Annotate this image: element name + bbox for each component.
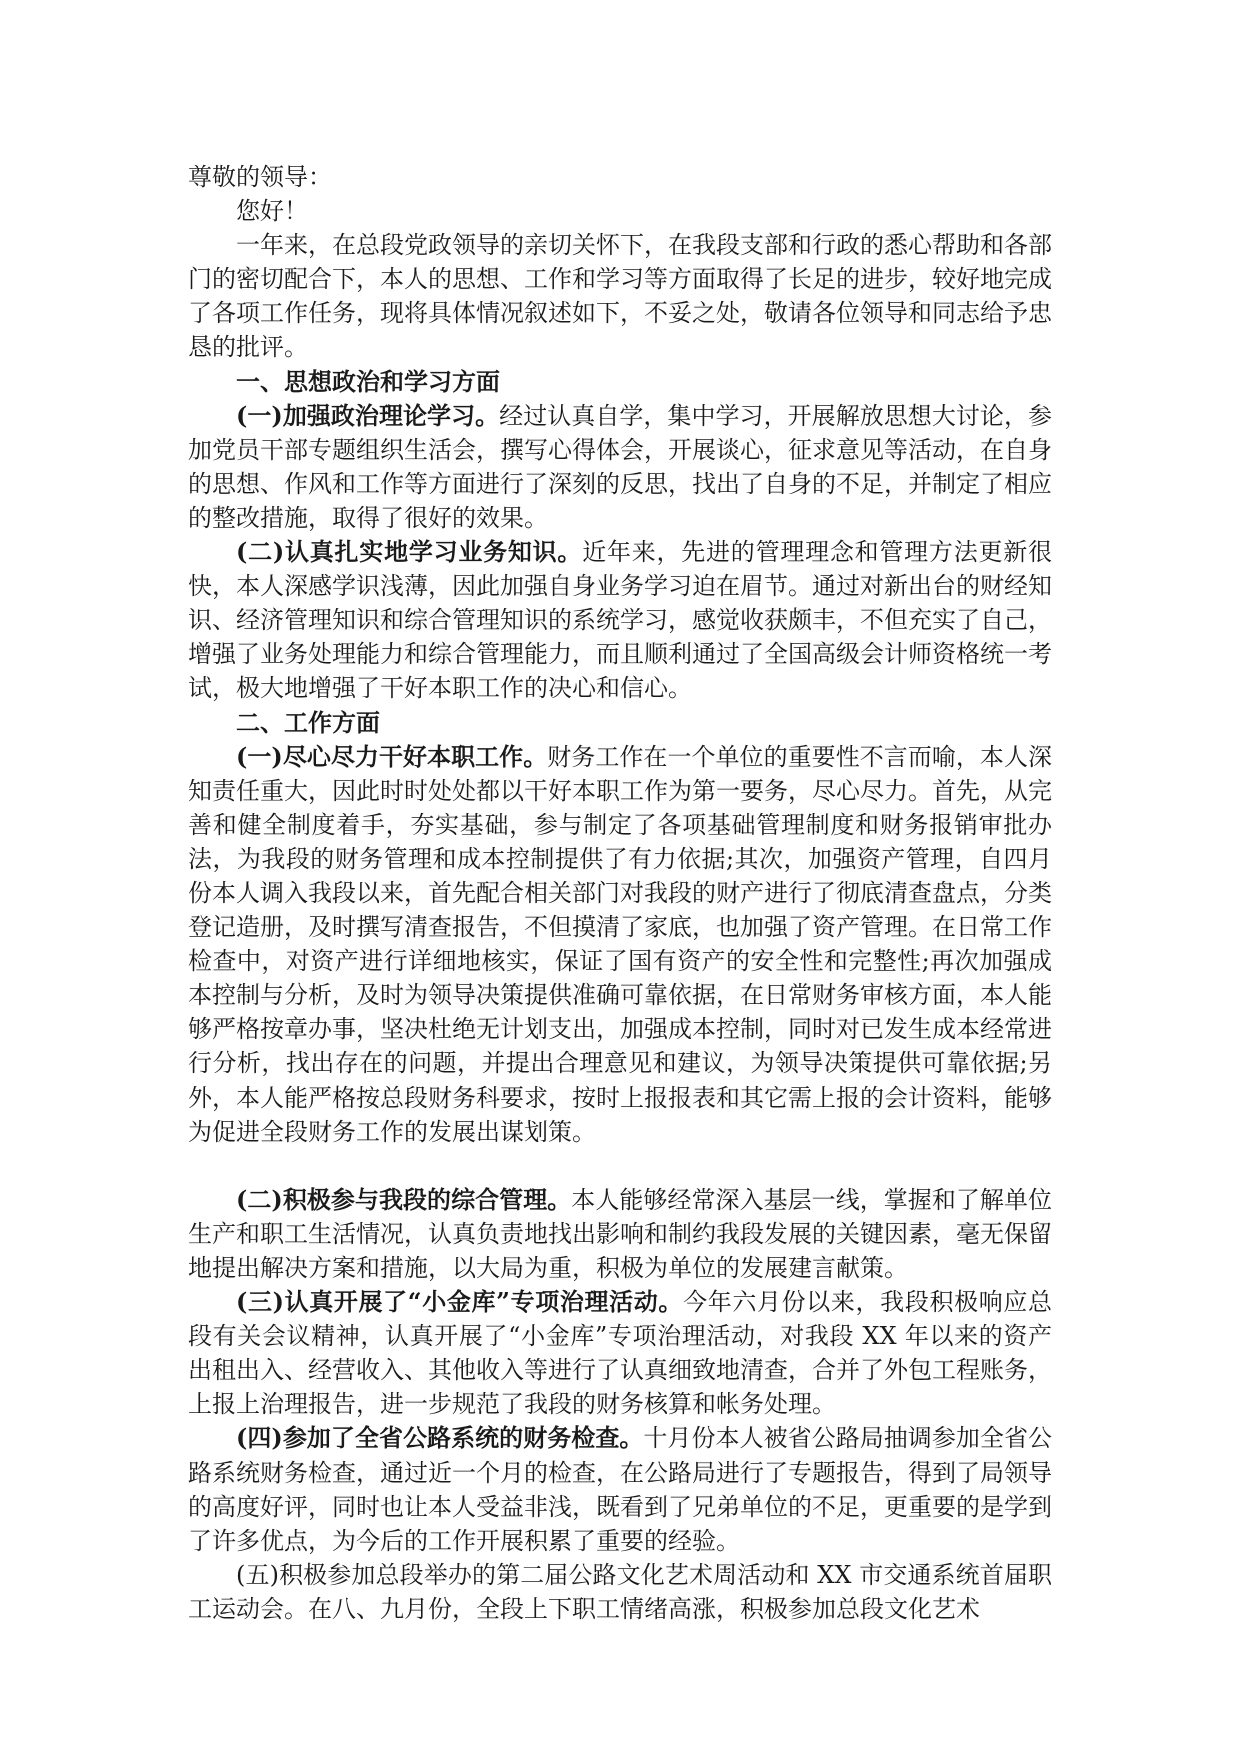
paragraph-2-5	[188, 1558, 1052, 1626]
paragraph-2-5-text: (五)积极参加总段举办的第二届公路文化艺术周活动和 XX 市交通系统首届职工运动会。在八、九月份，全段上下职工情绪高涨，积极参加总段文化艺术	[188, 1560, 1052, 1623]
paragraph-1-1-lead: (一)加强政治理论学习。	[236, 400, 500, 430]
salutation: 尊敬的领导：	[188, 163, 332, 191]
paragraph-2-2-text: 本人能够经常深入基层一线，掌握和了解单位生产和职工生活情况，认真负责地找出影响和制约我段发展的关键因素，毫无保留地提出解决方案和措施，以大局为重，积极为单位的发展建言献策。	[188, 1185, 1052, 1282]
paragraph-1-1	[188, 399, 1052, 535]
paragraph-2-1	[188, 740, 1052, 1149]
paragraph-2-4-lead: (四)参加了全省公路系统的财务检查。	[236, 1423, 644, 1453]
paragraph-2-1-text: 财务工作在一个单位的重要性不言而喻，本人深知责任重大，因此时时处处都以干好本职工作为第一要务，尽心尽力。首先，从完善和健全制度着手，夯实基础，参与制定了各项基础管理制度和财务报销审批办法，为我段的财务管理和成本控制提供了有力依据;其次，加强资产管理，自四月份本人调入我段以来，首先配合相关部门对我段的财产进行了彻底清查盘点，分类登记造册，及时撰写清查报告，不但摸清了家底，也加强了资产管理。在日常工作检查中，对资产进行详细地核实，保证了国有资产的安全性和完整性;再次加强成本控制与分析，及时为领导决策提供准确可靠依据，在日常财务审核方面，本人能够严格按章办事，坚决杜绝无计划支出，加强成本控制，同时对已发生成本经常进行分析，找出存在的问题，并提出合理意见和建议，为领导决策提供可靠依据;另外，本人能严格按总段财务科要求，按时上报报表和其它需上报的会计资料，能够为促进全段财务工作的发展出谋划策。	[188, 742, 1053, 1146]
paragraph-2-1-lead: (一)尽心尽力干好本职工作。	[236, 741, 548, 771]
paragraph-1-2-lead: (二)认真扎实地学习业务知识。	[236, 537, 583, 567]
paragraph-1-1-text: 经过认真自学，集中学习，开展解放思想大讨论，参加党员干部专题组织生活会，撰写心得体会，开展谈心，征求意见等活动，在自身的思想、作风和工作等方面进行了深刻的反思，找出了自身的不足，并制定了相应的整改措施，取得了很好的效果。	[188, 401, 1052, 532]
document-body	[188, 160, 1052, 1626]
paragraph-2-3-text: 今年六月份以来，我段积极响应总段有关会议精神，认真开展了“小金库”专项治理活动，对我段 XX 年以来的资产出租出入、经营收入、其他收入等进行了认真细致地清查，合并了外包工程账务，上报上治理报告，进一步规范了我段的财务核算和帐务处理。	[188, 1288, 1053, 1419]
section-2-heading: 二、工作方面	[236, 707, 380, 737]
paragraph-1-2-text: 近年来，先进的管理理念和管理方法更新很快，本人深感学识浅薄，因此加强自身业务学习迫在眉节。通过对新出台的财经知识、经济管理知识和综合管理知识的系统学习，感觉收获颇丰，不但充实了自己，增强了业务处理能力和综合管理能力，而且顺利通过了全国高级会计师资格统一考试，极大地增强了干好本职工作的决心和信心。	[188, 538, 1052, 703]
paragraph-2-2	[188, 1183, 1052, 1285]
greeting: 您好！	[236, 197, 308, 226]
paragraph-2-2-lead: (二)积极参与我段的综合管理。	[236, 1184, 572, 1214]
paragraph-2-3	[188, 1285, 1052, 1421]
section-1-heading: 一、思想政治和学习方面	[236, 366, 500, 396]
blank-line	[188, 1149, 1052, 1183]
paragraph-2-3-lead: (三)认真开展了“小金库”专项治理活动。	[236, 1287, 684, 1317]
paragraph-2-4	[188, 1421, 1052, 1557]
paragraph-2-4-text: 十月份本人被省公路局抽调参加全省公路系统财务检查，通过近一个月的检查，在公路局进行了专题报告，得到了局领导的高度好评，同时也让本人受益非浅，既看到了兄弟单位的不足，更重要的是学到了许多优点，为今后的工作开展积累了重要的经验。	[188, 1424, 1052, 1555]
intro-paragraph: 一年来，在总段党政领导的亲切关怀下，在我段支部和行政的悉心帮助和各部门的密切配合下，本人的思想、工作和学习等方面取得了长足的进步，较好地完成了各项工作任务，现将具体情况叙述如下，不妥之处，敬请各位领导和同志给予忠恳的批评。	[188, 231, 1052, 362]
paragraph-1-2	[188, 535, 1052, 705]
